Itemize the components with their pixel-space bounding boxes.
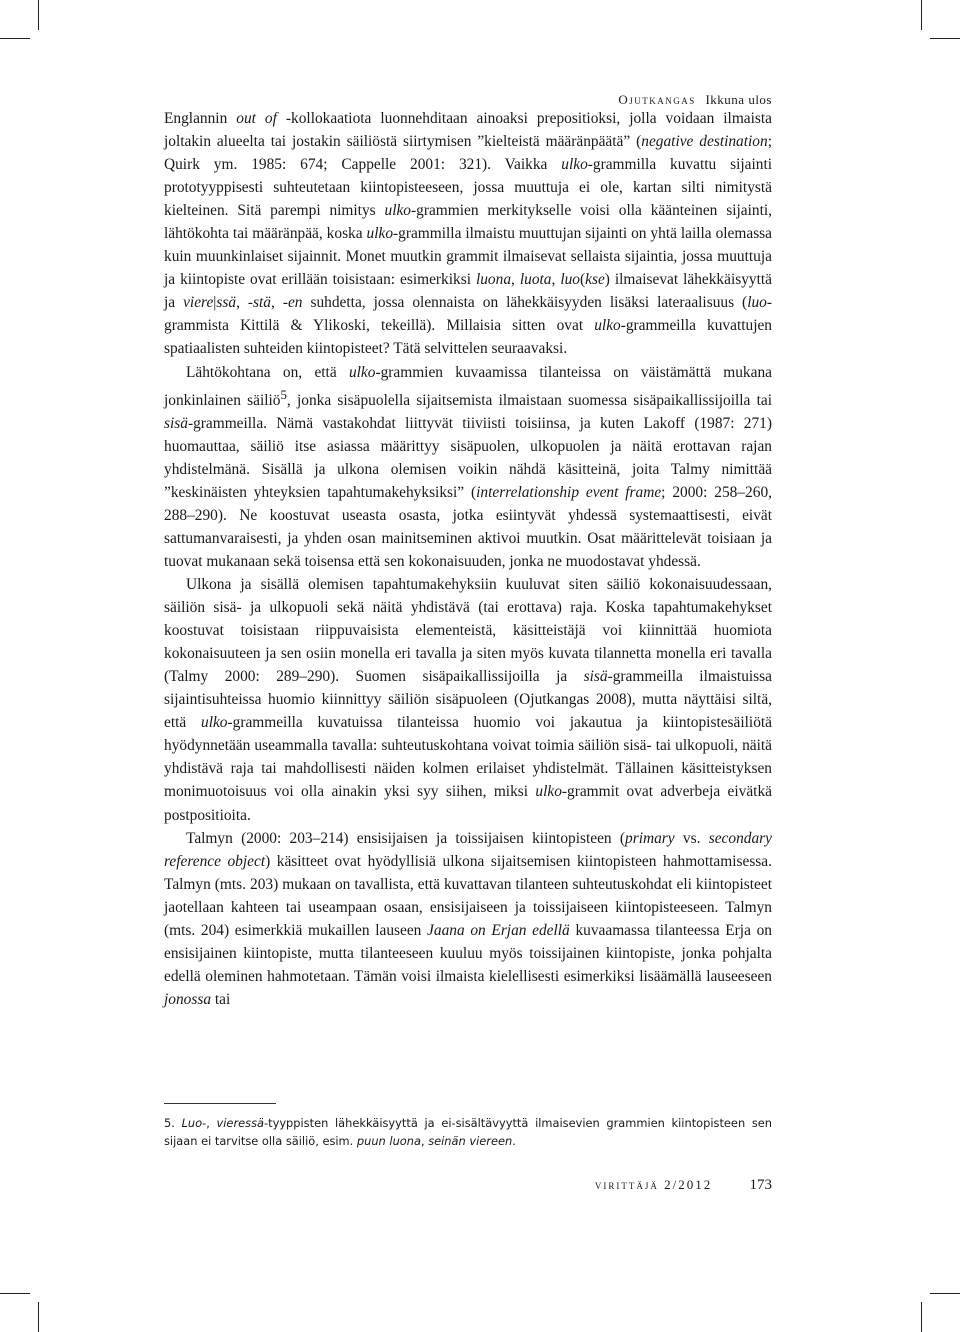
body-text — [164, 107, 772, 1011]
paragraph: Englannin out of -kollokaatiota luonnehditaan ainoaksi prepositioksi, jolla voidaan ilmaista joltakin alueelta tai jostakin säiliöstä siirtymisen ”kielteistä määränpäätä” (negative destination; Quirk ym. 1985: 674; Cappelle 2001: 321). Vaikka ulko-grammilla kuvattu sijainti prototyyppisesti suhteutetaan kiintopisteeseen, jossa muuttuja ei ole, kartan silti nimitystä kielteinen. Sitä parempi nimitys ulko-grammien merkitykselle voisi olla käänteinen sijainti, lähtökohta tai määränpää, koska ulko-grammilla ilmaistu muuttujan sijainti on yhtä lailla olemassa kuin muunkinlaiset sijainnit. Monet muutkin grammit ilmaisevat sellaista sijaintia, jossa muuttuja ja kiintopiste ovat erillään toisistaan: esimerkiksi luona, luota, luo(kse) ilmaisevat lähekkäisyyttä ja viere|ssä, -stä, -en suhdetta, jossa olennaista on lähekkäisyyden lisäksi lateraalisuus (luo-grammista Kittilä & Ylikoski, tekeillä). Millaisia sitten ovat ulko-grammeilla kuvattujen spatiaalisten suhteiden kiintopisteet? Tätä selvittelen seuraavaksi. — [164, 110, 773, 358]
header-author: Ojutkangas — [618, 92, 696, 107]
header-title: Ikkuna ulos — [705, 92, 772, 107]
paragraph: Talmyn (2000: 203–214) ensisijaisen ja toissijaisen kiintopisteen (primary vs. secondary reference object) käsitteet ovat hyödyllisiä ulkona sijaitsemisen kiintopisteen hahmottamisessa. Talmyn (mts. 203) mukaan on tavallista, että kuvattavan tilanteen suhteutuskohdat eli kiintopisteet jaotellaan kahteen tai useampaan osaan, ensisijaiseen ja toissijaiseen kiintopisteeseen. Talmyn (mts. 204) esimerkkiä mukaillen lauseen Jaana on Erjan edellä kuvaamassa tilanteessa Erja on ensisijainen kiintopiste, mutta tilanteeseen kuuluu myös toissijainen kiintopiste, jonka pohjalta edellä oleminen hahmotetaan. Tämän voisi ilmaista kielellisesti esimerkiksi lisäämällä lauseeseen jonossa tai — [164, 829, 772, 1008]
crop-mark — [930, 1293, 960, 1294]
footnote-rule — [164, 1103, 276, 1104]
crop-mark — [38, 0, 39, 30]
paragraph: Ulkona ja sisällä olemisen tapahtumakehyksiin kuuluvat siten säiliö kokonaisuudessaan, säiliön sisä- ja ulkopuoli sekä näitä yhdistävä (tai erottava) raja. Koska tapahtumakehykset koostuvat toisistaan riippuvaisista elementeistä, käsitteistäjä voi kiinnittää huomiota kokonaisuuteen ja sen osiin monella eri tavalla ja siten myös kuvata tilannetta monella eri tavalla (Talmy 2000: 289–290). Suomen sisäpaikallissijoilla ja sisä-grammeilla ilmaistuissa sijaintisuhteissa huomio kiinnittyy säiliön sisäpuoleen (Ojutkangas 2008), mutta näyttäisi siltä, että ulko-grammeilla kuvatuissa tilanteissa huomio voi jakautua ja kiintopistesäiliötä hyödynnetään useammalla tavalla: suhteutuskohtana voivat toimia säiliön sisä- tai ulkopuoli, näitä yhdistävä raja tai mahdollisesti näiden kolmen erilaiset yhdistelmät. Tällainen käsitteistyksen monimuotoisuus voi olla ainakin yksi syy siihen, miksi ulko-grammit ovat adverbeja eivätkä postpositioita. — [164, 576, 772, 824]
crop-mark — [38, 1302, 39, 1332]
footnote: 5. Luo-, vieressä-tyyppisten lähekkäisyyttä ja ei-sisältävyyttä ilmaisevien grammien kiintopisteen sen sijaan ei tarvitse olla säiliö, esim. puun luona, seinän viereen. — [164, 1116, 773, 1148]
crop-mark — [0, 38, 30, 39]
crop-mark — [930, 38, 960, 39]
running-header — [618, 92, 772, 108]
crop-mark — [0, 1293, 30, 1294]
running-footer — [595, 1177, 772, 1194]
footer-journal: virittäjä 2/2012 — [594, 1177, 713, 1192]
page-number: 173 — [749, 1177, 772, 1193]
crop-mark — [921, 0, 922, 30]
paragraph: Lähtökohtana on, että ulko-grammien kuvaamissa tilanteissa on väistämättä mukana jonkinlainen säiliö$^5$, jonka sisäpuolella sijaitsemista ilmaistaan suomessa sisäpaikallissijoilla tai sisä-grammeilla. Nämä vastakohdat liittyvät tiiviisti toisiinsa, ja kuten Lakoff (1987: 271) huomauttaa, säiliö itse asiassa määrittyy sisäpuolen, ulkopuolen ja näitä erottavan rajan yhdistelmänä. Sisällä ja ulkona olemisen voikin nähdä käsitteinä, joita Talmy nimittää ”keskinäisten yhteyksien tapahtumakehyksiksi” (interrelationship event frame; 2000: 258–260, 288–290). Ne koostuvat useasta osasta, jotka esiintyvät yhdessä systemaattisesti, eivät sattumanvaraisesti, ja yhden osan mainitseminen aktivoi muutkin. Osat määrittelevät toisiaan ja tuovat mukanaan sekä toisensa että sen kokonaisuuden, jonka ne muodostavat yhdessä. — [164, 363, 772, 571]
crop-mark — [921, 1302, 922, 1332]
